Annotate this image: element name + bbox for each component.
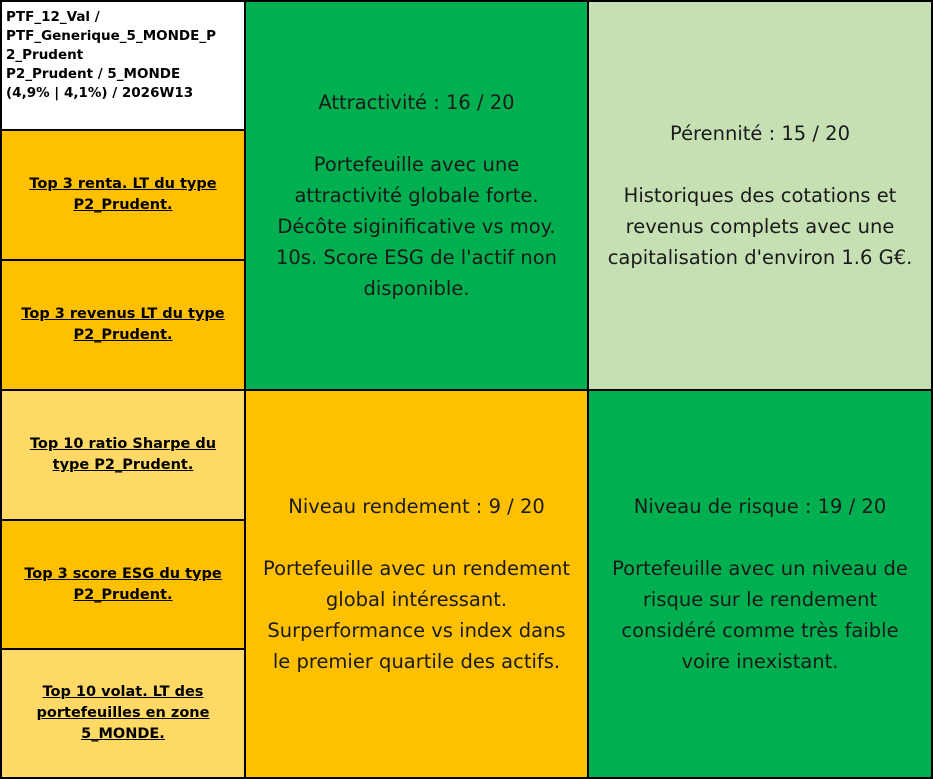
- attractivite-panel: [244, 0, 589, 391]
- portfolio-info: [0, 0, 246, 131]
- info-line: PTF_Generique_5_MONDE_P: [6, 28, 216, 44]
- info-line: PTF_12_Val /: [6, 9, 100, 25]
- perennite-title: Pérennité : 15 / 20: [670, 122, 850, 145]
- top10-volat-link[interactable]: Top 10 volat. LT des portefeuilles en zone 5_MONDE.: [0, 648, 246, 779]
- top3-renta-link[interactable]: Top 3 renta. LT du type P2_Prudent.: [0, 129, 246, 261]
- info-line: 2_Prudent: [6, 47, 84, 63]
- rendement-text: Portefeuille avec un rendement global intéressant. Surperformance vs index dans le premier quartile des actifs.: [263, 557, 570, 673]
- rendement-title: Niveau rendement : 9 / 20: [288, 495, 545, 518]
- top10-sharpe-link[interactable]: Top 10 ratio Sharpe du type P2_Prudent.: [0, 389, 246, 521]
- risque-panel: [587, 389, 933, 779]
- attractivite-text: Portefeuille avec une attractivité globale forte. Décôte siginificative vs moy. 10s. Score ESG de l'actif non disponible.: [276, 153, 557, 300]
- rendement-panel: [244, 389, 589, 779]
- top3-esg-link[interactable]: Top 3 score ESG du type P2_Prudent.: [0, 519, 246, 650]
- perennite-text: Historiques des cotations et revenus complets avec une capitalisation d'environ 1.6 G€.: [607, 184, 913, 269]
- risque-title: Niveau de risque : 19 / 20: [633, 495, 887, 518]
- risque-text: Portefeuille avec un niveau de risque sur le rendement considéré comme très faible voire inexistant.: [612, 557, 908, 673]
- perennite-panel: [587, 0, 933, 391]
- info-line: (4,9% | 4,1%) / 2026W13: [6, 85, 194, 101]
- top3-revenus-link[interactable]: Top 3 revenus LT du type P2_Prudent.: [0, 259, 246, 391]
- attractivite-title: Attractivité : 16 / 20: [318, 91, 515, 114]
- info-line: P2_Prudent / 5_MONDE: [6, 66, 181, 82]
